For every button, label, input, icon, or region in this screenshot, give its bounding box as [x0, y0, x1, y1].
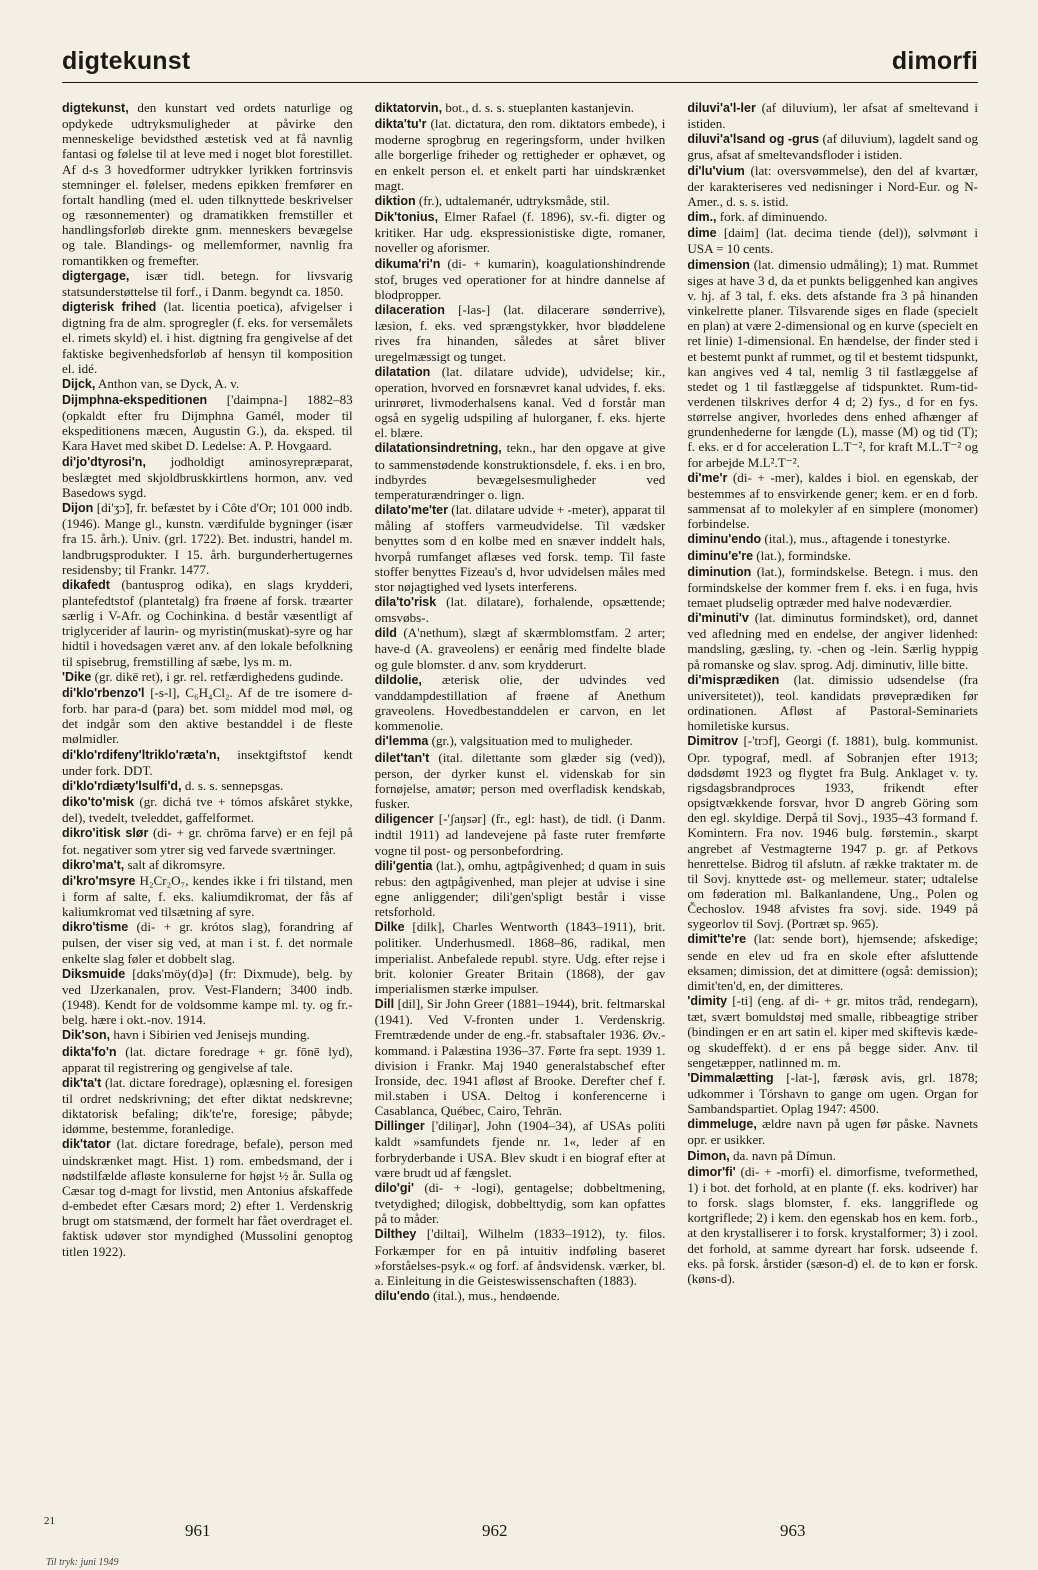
dictionary-entry [687, 564, 978, 610]
entry-headword: dilatation [374, 364, 431, 379]
entry-headword: dimor'fi' [687, 1164, 736, 1179]
dictionary-entry [62, 500, 353, 577]
entry-definition: (bantusprog odika), en slags krydderi, plantefedtstof (plantetalg) fra frøene af forsk. træarter særlig i V-Afr. og Cochinkina. d består væsentligt af triglycerider af laurin- og myristin(muskat)-syre og har hidtil i hovedsagen været anv. af den lokale befolkning til spisebrug, fremstilling af sæbe, lys m. m. [62, 576, 353, 669]
entry-definition: [-'trɔf], Georgi (f. 1881), bulg. kommunist. Opr. typograf, medl. af Sobranjen efter 1913; dødsdømt 1923 og flygtet fra Bulg. Anklaget v. ty. rigsdagsbrandproces 1933, frikendt efter opsigtvækkende forsvar, hvor D angreb Göring som den egl. skyldige. Derpå til Sovj., 1935–43 formand f. Komintern. Fra nov. 1946 bulg. førstemin., skarpt angrebet af Vestmagterne 1947 p. gr. af Petkovs henrettelse. Bidrog til afslutn. af række traktater m. de til Sovj. knyttede øst- og mellemeur. stater; udtalelse om føderation ml. Balkanlandene, Ung., Polen og Čechoslov. 1948 afvistes fra sovj. side. 1949 på sygeorlov til Sovj. (Portræt sp. 965). [687, 733, 979, 932]
entry-definition: (lat. dimissio udsendelse (fra universitetet)), teol. kandidats prøveprædiken før ordinationen. Afløst af Pastoral-Seminariets homiletiske kursus. [687, 671, 979, 734]
entry-definition: [daim] (lat. decima tiende (del)), sølvmønt i USA = 10 cents. [687, 225, 979, 257]
column-963 [687, 100, 978, 1510]
entry-headword: dim., [687, 210, 717, 225]
entry-headword: dila'to'risk [374, 595, 437, 609]
entry-definition: (di- + gr. chrōma farve) er en fejl på fot. negativer som ytrer sig ved farvede sværtninger. [62, 825, 353, 857]
entry-headword: dimit'te're [687, 932, 747, 947]
entry-headword: dilet'tan't [374, 750, 430, 765]
entry-definition: tekn., har den opgave at give to sammenstødende konstruktionsdele, f. eks. i en bro, indbyrdes bevægelsesmuligheder ved temperaturændringer o. lign. [374, 440, 666, 502]
entry-headword: dimension [687, 257, 750, 272]
entry-headword: di'lu'vium [687, 163, 745, 178]
entry-headword: di'jo'dtyrosi'n, [62, 454, 146, 469]
entry-headword: dime [687, 226, 717, 241]
entry-definition: Elmer Rafael (f. 1896), sv.-fi. digter og kritiker. Har udg. ekspressionistiske digte, romaner, noveller og aforismer. [374, 209, 666, 256]
entry-definition: (lat. dilatare udvide), udvidelse; kir., operation, hvorved en forsnævret kanal udvides, f. eks. urinrøret, livmoderhalsens kanal. Ved d forstår man også en sygelig udspiling af hulorganer, f. eks. hjerte el. blære. [374, 363, 666, 441]
dictionary-entry [375, 1288, 666, 1304]
dictionary-entry [62, 392, 353, 454]
entry-definition: [-'ʃaŋsər] (fr., egl: hast), de tidl. (i Danm. indtil 1911) ad landevejene på faste ruter fremførte vogne til post- og personbefordring. [374, 811, 666, 858]
entry-headword: dikta'tu'r [374, 117, 427, 132]
entry-headword: Dijon [62, 501, 94, 516]
entry-definition: (gr. dikē ret), i gr. rel. retfærdighedens gudinde. [91, 668, 344, 684]
dictionary-entry [62, 1044, 353, 1075]
entry-definition: æterisk olie, der udvindes ved vanddampdestillation af frøene af Anethum graveolens. Hovedbestanddelen er carvon, en let kommenolie. [374, 671, 666, 734]
entry-definition: d. s. s. sennepsgas. [181, 777, 284, 793]
dictionary-entry [62, 873, 353, 919]
entry-headword: diminu'e're [687, 548, 754, 563]
entry-definition: (di- + -morfi) el. dimorfisme, tveformethed, 1) i bot. det forhold, at en plante (f. eks. kodriver) har to forsk. slags blomster, f. eks. langgriflede og kortgriflede; 2) i kem. den egenskab hos en kem. forb., at den krystalliserer i to forsk. krystalformer; 3) i zool. det forhold, at samme dyreart har forsk. udseende f. eks. på forsk. årstider (sæson-d) el. de to køn er forsk. (køns-d). [687, 1163, 979, 1286]
dictionary-entry [375, 996, 666, 1118]
entry-definition: [-las-] (lat. dilacerare sønderrive), læsion, f. eks. ved sprængstykker, hvor bløddelene rives fra hinanden, således at såret bliver uregelmæssigt og tunget. [374, 302, 666, 364]
dictionary-entry [687, 131, 978, 162]
entry-definition: [-ti] (eng. af di- + gr. mitos tråd, rendegarn), tæt, svært bomuldstøj med smalle, ribbeagtige striber (bindingen er en art satin el. kiper med skiftevis kæde- og skudeffekt). d er ens på begge sider. Anv. til sengetæpper, natlinned m. m. [687, 993, 979, 1070]
dictionary-entry [62, 966, 353, 1028]
dictionary-entry [375, 209, 666, 255]
entry-headword: dilu'endo [374, 1289, 430, 1304]
dictionary-entry [62, 100, 353, 268]
entry-definition: (lat. dictare foredrage + gr. fōnē lyd), apparat til registrering og gengivelse af tale. [62, 1043, 353, 1075]
entry-definition: [dɑks'möy(d)ə] (fr: Dixmude), belg. by ved IJzerkanalen, prov. Vest-Flandern; 3400 indb. (1948). Kendt for de voldsomme kampe ml. ty. og fr.-belg. hære i okt.-nov. 1914. [62, 965, 353, 1028]
entry-definition: (gr.), valgsituation med to muligheder. [428, 733, 633, 749]
entry-definition: (di- + -mer), kaldes i biol. en egenskab, der bestemmes af to ensvirkende gener; kem. er en d forb. sammensat af to molekyler af en simplere (monomer) forbindelse. [687, 469, 979, 532]
entry-definition: (fr.), udtalemanér, udtryksmåde, stil. [415, 192, 610, 208]
entry-headword: dilatationsindretning, [374, 441, 502, 456]
entry-definition: (lat. dimensio udmåling); 1) mat. Rummet siges at have 3 d, da et punkts beliggenhed kan angives v. hj. af 3 tal, f. eks. dets afstande fra 3 på hinanden vinkelrette planer. Tilsvarende siges en flade (specielt en plan) at være 2-dimensional og en kurve (specielt en ret linie) 1-dimensional. En hændelse, der finder sted i et bestemt punkt af rummet, og til et bestemt tidspunkt, kan angives ved 4 tal, nemlig 3 til fastlæggelse af stedet og 1 til fastlæggelse af tidspunktet. Rum-tid-verdenen tilskrives derfor 4 d; 2) fys., d for en fys. størrelse angiver, hvorledes dens enhed afhænger af grundenhederne for længde (L), masse (M) og tid (T); f. eks. er d for acceleration L.T⁻², for kraft M.L.T⁻² og for arbejde M.L².T⁻². [687, 256, 979, 470]
entry-definition: insektgiftstof kendt under fork. DDT. [62, 746, 353, 778]
dictionary-entry [687, 100, 978, 131]
entry-headword: 'Dike [62, 669, 92, 684]
entry-definition: (gr. dichá tve + tómos afskåret stykke, del), tvedelt, tveleddet, gaffelformet. [62, 794, 353, 826]
entry-definition: ['diltai], Wilhelm (1833–1912), ty. filos. Forkæmper for en på intuitiv indføling baseret »forståelses-psyk.« og forf. af åndsvidensk. værker, bl. a. Einleitung in die Geisteswissenschaften (1883). [374, 1226, 666, 1288]
dictionary-entry [375, 193, 666, 209]
dictionary-entry [375, 811, 666, 857]
dictionary-entry [62, 778, 353, 794]
entry-definition: ældre navn på ugen før påske. Navnets opr. er usikker. [687, 1116, 979, 1148]
entry-headword: diktatorvin, [374, 101, 443, 115]
dictionary-entry [687, 548, 978, 564]
entry-headword: digtergage, [62, 268, 130, 283]
entry-definition: Anthon van, se Dyck, A. v. [95, 375, 240, 391]
entry-headword: dikafedt [62, 577, 110, 592]
entry-headword: Dijmphna-ekspeditionen [62, 392, 208, 407]
page-footer [0, 1515, 1038, 1555]
dictionary-entry [687, 610, 978, 672]
dictionary-entry [375, 502, 666, 594]
dictionary-entry [62, 299, 353, 376]
entry-definition: (lat: oversvømmelse), den del af kvartær, der karakteriseres ved nedisninger i Nord-Eur. og N-Amer., d. s. s. istid. [687, 162, 979, 209]
entry-definition: [dil], Sir John Greer (1881–1944), brit. feltmarskal (1941). Ved V-fronten under 1. Verdenskrig. Fremtrædende under de eng.-fr. stabsaftaler 1936. Øv.-kommand. i Palæstina 1936–37. Førte fra sept. 1939 1. division i Frankr. Maj 1940 generalstabschef efter Ironside, dec. 1941 afløst af Brooke. Derefter chef f. mil.staben i USA. Deltog i konferencerne i Casablanca, Québec, Cairo, Tehrān. [374, 996, 666, 1119]
entry-headword: di'misprædiken [687, 672, 780, 687]
dictionary-entry [62, 685, 353, 747]
entry-headword: Dimon, [687, 1148, 730, 1163]
entry-headword: Dillinger [374, 1119, 425, 1134]
entry-headword: Dik'son, [62, 1028, 111, 1043]
entry-headword: dikta'fo'n [62, 1044, 117, 1059]
dictionary-entry [687, 209, 978, 225]
entry-definition: (di- + kumarin), koagulationshindrende stof, bruges ved operationer for at hindre dannelse af blodpropper. [374, 255, 666, 302]
dictionary-entry [375, 750, 666, 812]
entry-headword: diluvi'a'lsand og -grus [687, 132, 820, 147]
entry-definition: ['diliŋər], John (1904–34), af USAs politi kaldt »samfundets fjende nr. 1«, leder af en forbryderbande i USA. Blev skudt i en biograf efter at være brudt ud af fængslet. [374, 1118, 666, 1180]
entry-definition: [di'ʒɔ̃], fr. befæstet by i Côte d'Or; 101 000 indb. (1946). Mange gl., kunstn. værdifulde bygninger (især fra 15. årh.). Univ. (grl. 1722). Bet. industri, handel m. landbrugsprodukter. I 15. årh. burgunderhertugernes residensby; til Frankr. 1477. [62, 500, 353, 577]
entry-headword: dilo'gi' [374, 1180, 414, 1195]
entry-definition: havn i Sibirien ved Jenisejs munding. [110, 1027, 310, 1043]
entry-definition: (lat.), formindske. [753, 547, 851, 563]
dictionary-entry [62, 747, 353, 778]
dictionary-entry [687, 993, 978, 1070]
dictionary-entry [687, 1164, 978, 1286]
dictionary-entry [375, 672, 666, 734]
dictionary-entry [62, 794, 353, 825]
dictionary-entry [62, 919, 353, 965]
entry-headword: Dimitrov [687, 734, 739, 749]
dictionary-entry [62, 577, 353, 669]
column-961 [62, 100, 353, 1510]
dictionary-entry [687, 1070, 978, 1116]
dictionary-entry [375, 1226, 666, 1288]
dictionary-entry [375, 1118, 666, 1180]
dictionary-entry [687, 531, 978, 547]
entry-headword: Dilthey [374, 1227, 417, 1242]
entry-definition: da. navn på Dímun. [729, 1147, 836, 1163]
dictionary-entry [687, 163, 978, 209]
dictionary-entry [375, 256, 666, 302]
entry-definition: (lat. licentia poetica), afvigelser i digtning fra de alm. sprogregler (f. eks. for versemålets el. rimets skyld) el. i hist. digtning fra gengivelse af det faktiske begivenhedsforløb af hensyn til komposition el. idé. [62, 299, 353, 376]
entry-headword: dili'gentia [374, 858, 433, 873]
dictionary-entry [375, 1180, 666, 1226]
text-columns [62, 100, 978, 1510]
entry-headword: dild [374, 626, 397, 641]
entry-headword: di'klo'rdifeny'ltriklo'ræta'n, [62, 747, 220, 762]
dictionary-entry [375, 116, 666, 193]
entry-definition: (ital.), mus., aftagende i tonestyrke. [761, 531, 951, 547]
dictionary-entry [375, 302, 666, 364]
entry-definition: (af diluvium), lagdelt sand og grus, afsat af smeltevandsfloder i istiden. [687, 131, 979, 163]
entry-headword: di'klo'rdiæty'lsulfi'd, [62, 778, 182, 793]
entry-headword: diminution [687, 564, 752, 579]
dictionary-entry [62, 1136, 353, 1258]
entry-headword: dik'ta't [62, 1075, 102, 1090]
dictionary-entry [62, 857, 353, 873]
header-right-guide-word: dimorfi [891, 47, 978, 75]
entry-definition: (lat. diminutus formindsket), ord, dannet ved afledning med en endelse, der angiver lidenhed: mandsling, gæsling, ty. -chen og -lein. Særlig hyppig på romanske og slav. sprog. Adj. diminutiv, lille bitte. [687, 610, 979, 672]
dictionary-entry [687, 1116, 978, 1147]
dictionary-entry [375, 100, 666, 116]
entry-headword: dikuma'ri'n [374, 256, 441, 271]
entry-headword: dikro'itisk slør [62, 826, 149, 841]
entry-headword: Dik'tonius, [374, 210, 439, 225]
entry-definition: [dilk], Charles Wentworth (1843–1911), brit. politiker. Underhusmedl. 1868–86, radikal, men imperialist. Anbefalede republ. styre. Udg. efter rejse i brit. kolonier Greater Britain (1868), der gav imperialismen stærke impulser. [374, 919, 666, 996]
entry-headword: digterisk frihed [62, 300, 157, 315]
entry-definition: fork. af diminuendo. [716, 209, 828, 225]
entry-definition: salt af dikromsyre. [124, 856, 226, 872]
signature-mark: 21 [44, 1515, 55, 1527]
entry-definition: (di- + -logi), gentagelse; dobbeltmening, tvetydighed; dilogisk, dobbelttydig, som kan opfattes på to måder. [374, 1179, 666, 1227]
dictionary-entry [375, 919, 666, 996]
entry-headword: di'minuti'v [687, 611, 749, 626]
dictionary-entry [62, 454, 353, 500]
entry-headword: dikro'tisme [62, 920, 129, 935]
print-slug: Til tryk: juni 1949 [46, 1557, 119, 1568]
column-number-middle: 962 [482, 1521, 508, 1540]
entry-headword: Dilke [374, 920, 405, 935]
dictionary-entry [375, 733, 666, 749]
entry-headword: diligencer [374, 812, 434, 827]
dictionary-entry [62, 1075, 353, 1137]
dictionary-entry [687, 225, 978, 256]
dictionary-entry [62, 1027, 353, 1043]
entry-definition: [-s-l], C₆H₄Cl₂. Af de tre isomere d-forb. har para-d (para) bet. som middel mod møl, og det indgår som den aktive bestanddel i de fleste mølmidler. [62, 684, 353, 747]
dictionary-entry [375, 625, 666, 671]
entry-definition: den kunstart ved ordets naturlige og opdykede udtryksmuligheder at påvirke den menneskelige bevidsthed æstetisk ved at få navnlig fantasi og følelse til at leve med i noget blot forestillet. Af d-s 3 hovedformer udtrykker lyrikken fortrinsvis stemninger el. følelser, medens epikken fremfører en fortalt handling (med el. uden tilknyttede beskrivelser og ræsonnementer) og dramatikken fremstiller et handlingsforløb direkte gnm. menneskers bevægelse og tale. Blandings- og mellemformer, navnlig fra romantikken og fremefter. [62, 100, 353, 268]
entry-definition: især tidl. betegn. for livsvarig statsunderstøttelse til forf., i Danm. begyndt ca. 1850. [62, 267, 353, 299]
dictionary-entry [687, 733, 978, 931]
dictionary-entry [687, 931, 978, 993]
entry-definition: (lat. dilatare), forhalende, opsættende; omsvøbs-. [374, 594, 666, 626]
entry-definition: [-lat-], færøsk avis, grl. 1878; udkommer i Tórshavn to gange om ugen. Organ for Sambandspartiet. Oplag 1947: 4500. [687, 1069, 979, 1117]
dictionary-entry [375, 594, 666, 625]
entry-definition: (ital.), mus., hendøende. [429, 1288, 560, 1304]
running-header [62, 40, 978, 83]
dictionary-entry [687, 672, 978, 734]
entry-headword: dikro'ma't, [62, 857, 125, 872]
entry-headword: digtekunst, [62, 101, 129, 115]
entry-headword: dildolie, [374, 672, 422, 687]
column-number-right: 963 [780, 1521, 806, 1540]
dictionary-entry [687, 1148, 978, 1164]
entry-definition: H₂Cr₂O₇, kendes ikke i fri tilstand, men i form af salte, f. eks. kaliumdikromat, der fås af kaliumkromat ved tilsætning af syre. [62, 872, 353, 920]
entry-definition: (lat.), formindskelse. Betegn. i mus. den formindskelse der kommer frem f. eks. i en fuga, hvis temaet pludselig optræder med halve nodeværdier. [687, 563, 979, 610]
entry-headword: di'kro'msyre [62, 873, 136, 888]
entry-headword: diminu'endo [687, 532, 762, 547]
entry-definition: bot., d. s. s. stueplanten kastanjevin. [442, 100, 635, 115]
dictionary-entry [375, 364, 666, 441]
header-left-guide-word: digtekunst [62, 47, 191, 75]
entry-headword: dilato'me'ter [374, 503, 448, 518]
entry-definition: (lat. dilatare udvide + -meter), apparat til måling af stoffers varmeudvidelse. Til vædsker benyttes som d en kolbe med en snæver inddelt hals, hvorpå rumfanget aflæses ved forsk. temp. Til faste stoffer benyttes Fizeau's d, hvor udvidelsen måles med stor nøjagtighed ved lysets interferens. [374, 502, 666, 594]
entry-definition: ['daimpna-] 1882–83 (opkaldt efter fru Dijmphna Gamél, moder til ekspeditionens mæcen, Augustin G.), da. eksped. til Kara Havet med skibet D. Ledelse: A. P. Hovgaard. [62, 391, 353, 454]
entry-headword: Dill [374, 997, 395, 1012]
entry-headword: diluvi'a'l-ler [687, 101, 756, 115]
entry-headword: Dijck, [62, 376, 96, 391]
entry-headword: di'klo'rbenzo'l [62, 685, 145, 700]
entry-definition: (lat. dictare foredrage), oplæsning el. foresigen til ordret nedskrivning; det efter diktat nedskrevne; diktatorisk befaling; dik'te're, foresige; påbyde; idømme, bestemme, foranledige. [62, 1074, 353, 1137]
entry-definition: (lat. dictatura, den rom. diktators embede), i moderne sprogbrug en regeringsform, under hvilken alle borgerlige friheder og rettigheder er ophævet, og en enkelt person el. et enkelt parti har uindskrænket magt. [374, 116, 666, 193]
entry-definition: (di- + gr. krótos slag), forandring af pulsen, der viser sig ved, at man i st. f. det normale enkelte slag føler et dobbelt slag. [62, 919, 353, 966]
dictionary-entry [62, 376, 353, 392]
entry-headword: diko'to'misk [62, 795, 134, 810]
entry-definition: (af diluvium), ler afsat af smeltevand i istiden. [687, 100, 979, 132]
entry-headword: dilaceration [374, 303, 445, 318]
entry-definition: jodholdigt aminosyrepræparat, beslægtet med skjoldbruskkirtlens hormon, anv. ved Basedows sygd. [62, 453, 353, 500]
dictionary-entry [375, 440, 666, 502]
entry-headword: diktion [374, 193, 416, 208]
entry-definition: (lat.), omhu, agtpågivenhed; d quam in suis rebus: den agtpågivenhed, man plejer at udvise i sine egne anliggender; dili'gen'spligt består i visse retsforhold. [374, 857, 666, 920]
dictionary-entry [62, 669, 353, 685]
entry-headword: dik'tator [62, 1137, 111, 1152]
entry-headword: 'dimity [687, 994, 728, 1009]
entry-definition: (lat: sende bort), hjemsende; afskedige; sende en elev ud fra en skole efter afsluttende eksamen; dimission, det at dimittere (også: demission); dimit'ten'd, en, der dimitteres. [687, 931, 979, 993]
column-number-left: 961 [185, 1521, 211, 1540]
entry-definition: (ital. dilettante som glæder sig (ved)), person, der dyrker kunst el. videnskab for sin fornøjelse, amatør; person med overfladisk kendskab, fusker. [374, 749, 666, 812]
dictionary-entry [687, 257, 978, 470]
entry-headword: di'me'r [687, 470, 728, 485]
column-962 [375, 100, 666, 1510]
dictionary-entry [62, 268, 353, 299]
entry-headword: dimmeluge, [687, 1117, 757, 1132]
dictionary-entry [687, 470, 978, 532]
entry-definition: (A'nethum), slægt af skærmblomstfam. 2 arter; have-d (A. graveolens) er eenårig med findelte blade og gule blomster. d anv. som krydderurt. [374, 625, 666, 672]
entry-headword: di'lemma [374, 734, 429, 749]
dictionary-entry [375, 858, 666, 920]
entry-definition: (lat. dictare foredrage, befale), person med uindskrænket magt. Hist. 1) rom. embedsmand, der i nødstilfælde afløste konsulerne for højst ½ år. Sulla og Cæsar tog d-magt for livstid, men Antonius afskaffede d-embedet efter Cæsars mord; 2) efter 1. Verdenskrig brugt om statsmænd, der formelt har fået overdraget el. faktisk udøver stor myndighed (Mussolini genoptog titlen 1922). [62, 1136, 353, 1259]
entry-headword: 'Dimmalætting [687, 1070, 774, 1085]
entry-headword: Diksmuide [62, 966, 126, 981]
dictionary-entry [62, 825, 353, 856]
